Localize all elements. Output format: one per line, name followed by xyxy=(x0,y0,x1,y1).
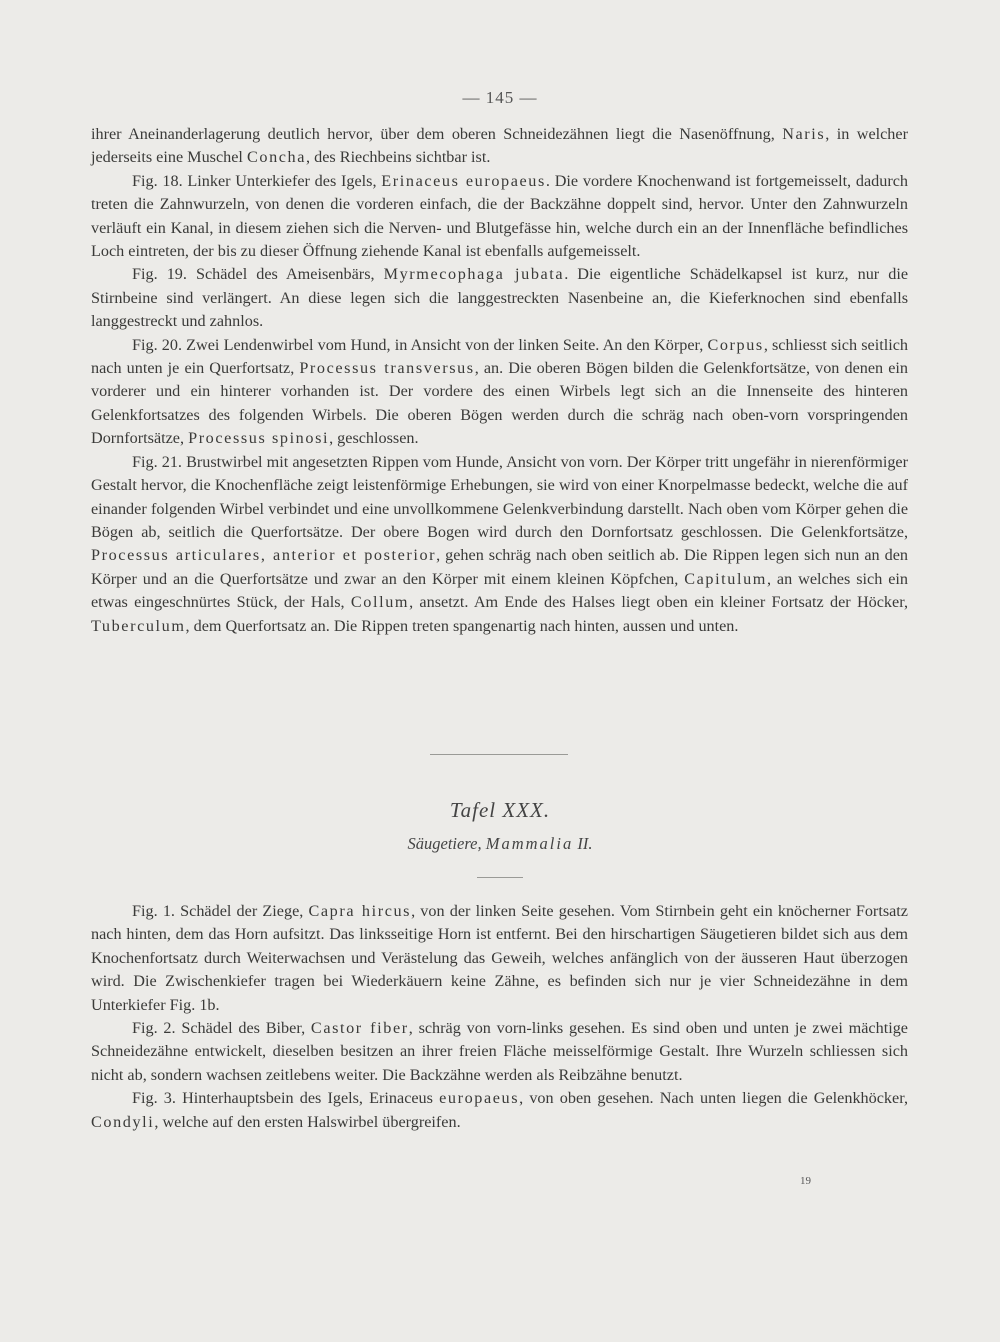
text-run: ihrer Aneinanderlagerung deutlich hervor, über dem oberen Schneidezähnen liegt die Nasenöffnung, xyxy=(91,125,783,143)
plate-subtitle xyxy=(0,834,1000,854)
latin-name: Processus articulares, anterior et posterior xyxy=(91,546,437,565)
latin-name: Concha xyxy=(246,148,307,167)
text-section-tafel-xxix xyxy=(91,123,908,638)
text-run: , schräg von vorn-links gesehen. Es sind oben und unten je zwei mächtige Schneidezähne entwickelt, dieselben besitzen an ihrer freien Fläche meisselförmige Gestalt. Ihre Wurzeln schliessen sich nicht ab, sondern wachsen zeitlebens weiter. Die Backzähne werden als Reibzähne benutzt. xyxy=(91,1019,908,1084)
paragraph xyxy=(91,1017,908,1087)
paragraph xyxy=(91,451,908,638)
text-run: , schliesst sich seitlich nach unten je ein Querfortsatz, xyxy=(91,335,908,378)
text-run: , in welcher jederseits eine Muschel xyxy=(91,125,908,167)
latin-name: Erinaceus europaeus xyxy=(381,171,546,190)
paragraph xyxy=(91,263,908,333)
text-run: , dem Querfortsatz an. Die Rippen treten spangenartig nach hinten, aussen und unten. xyxy=(185,616,739,635)
latin-name: Collum xyxy=(350,593,410,612)
paragraph xyxy=(91,334,908,451)
text-run: , ansetzt. Am Ende des Halses liegt oben ein kleiner Fortsatz der Höcker, xyxy=(409,593,909,612)
plate-subtitle-name: Mammalia xyxy=(485,834,574,853)
page-number: — 145 — xyxy=(462,88,538,107)
latin-name: Processus spinosi xyxy=(188,429,330,448)
latin-name: Myrmecophaga jubata xyxy=(383,265,565,284)
separator-rule xyxy=(430,754,568,755)
text-run: , an welches sich ein etwas eingeschnürtes Stück, der Hals, xyxy=(91,569,908,612)
plate-title: Tafel XXX. xyxy=(449,798,551,822)
latin-name: Processus transversus xyxy=(299,359,475,378)
latin-name: europaeus xyxy=(439,1089,520,1108)
short-rule xyxy=(477,877,523,878)
paragraph xyxy=(91,123,908,170)
latin-name: Capitulum xyxy=(684,569,767,588)
latin-name: Castor fiber xyxy=(310,1019,409,1038)
latin-name: Condyli xyxy=(91,1112,155,1131)
latin-name: Corpus xyxy=(707,335,764,354)
text-run: , von der linken Seite gesehen. Vom Stirnbein geht ein knöcherner Fortsatz nach hinten, dem das Horn aufsitzt. Das linksseitige Horn ist entfernt. Bei den hirschartigen Säugetieren bildet sich aus dem Knochenfortsatz durch Weiterwachsen und Verästelung das Geweih, welches anfänglich von der äusseren Haut überzogen wird. Die Zwischenkiefer tragen bei Wiederkäuern keine Zähne, es befinden sich nur je vier Schneidezähne in dem Unterkiefer Fig. 1b. xyxy=(91,902,908,1014)
paragraph xyxy=(91,170,908,264)
text-section-tafel-xxx xyxy=(91,900,908,1134)
text-run: , gehen schräg nach oben seitlich ab. Die Rippen legen sich nun an den Körper und an die Querfortsätze und zwar an den Körper mit einem kleinen Köpfchen, xyxy=(91,546,908,588)
text-run: Fig. 19. Schädel des Ameisenbärs, xyxy=(132,265,384,284)
text-run: Fig. 20. Zwei Lendenwirbel vom Hund, in Ansicht von der linken Seite. An den Körper, xyxy=(132,335,708,354)
plate-subtitle-prefix: Säugetiere, xyxy=(407,834,486,853)
text-run: Fig. 18. Linker Unterkiefer des Igels, xyxy=(132,171,382,190)
text-run: , des Riechbeins sichtbar ist. xyxy=(306,148,491,167)
text-run: Fig. 1. Schädel der Ziege, xyxy=(132,902,309,920)
text-run: , welche auf den ersten Halswirbel übergreifen. xyxy=(154,1112,461,1131)
text-run: . Die eigentliche Schädelkapsel ist kurz, nur die Stirnbeine sind verlängert. An diese legen sich die langgestreckten Nasenbeine an, die Kieferknochen sind ebenfalls langgestreckt und zahnlos. xyxy=(91,265,908,331)
text-run: Fig. 3. Hinterhauptsbein des Igels, Erinaceus xyxy=(132,1089,440,1108)
text-run: Fig. 2. Schädel des Biber, xyxy=(132,1019,311,1038)
plate-subtitle-suffix: II. xyxy=(573,834,593,853)
paragraph xyxy=(91,1087,908,1134)
latin-name: Naris xyxy=(782,125,826,143)
text-run: . Die vordere Knochenwand ist fortgemeisselt, dadurch treten die Zahnwurzeln, von denen die vorderen einfach, die der Backzähne doppelt sind, hervor. Unter den Zahnwurzeln verläuft ein Kanal, in diesem ziehen sich die Nerven- und Blutgefässe hin, welche durch ein an der Innenfläche befindliches Loch eintreten, der bis zu dieser Öffnung ziehende Kanal ist ebenfalls aufgemeisselt. xyxy=(91,171,909,261)
text-run: , an. Die oberen Bögen bilden die Gelenkfortsätze, von denen ein vorderer und ein hinterer vorhanden ist. Der vordere des einen Wirbels legt sich an die Innenseite des hinteren Gelenkfortsatzes des folgenden Wirbels. Die oberen Bögen werden durch die schräg nach oben-vorn vorspringenden Dornfortsätze, xyxy=(91,359,908,448)
text-run: Fig. 21. Brustwirbel mit angesetzten Rippen vom Hunde, Ansicht von vorn. Der Körper tritt ungefähr in nierenförmiger Gestalt hervor, die Knochenfläche zeigt leistenförmige Erhebungen, sie wird von einer Knorpelmasse bedeckt, welche die auf einander folgenden Wirbel verbindet und eine unvollkommene Gelenkverbindung darstellt. Nach oben vom Körper gehen die Bögen ab, seitlich die Querfortsätze. Der obere Bogen wird durch den Dornfortsatz geschlossen. Die Gelenkfortsätze, xyxy=(91,452,908,541)
text-run: , geschlossen. xyxy=(329,429,419,448)
text-run: , von oben gesehen. Nach unten liegen die Gelenkhöcker, xyxy=(519,1089,908,1108)
latin-name: Capra hircus xyxy=(308,902,412,920)
paragraph xyxy=(91,900,908,1017)
signature-mark: 19 xyxy=(800,1175,811,1187)
latin-name: Tuberculum xyxy=(91,616,186,635)
